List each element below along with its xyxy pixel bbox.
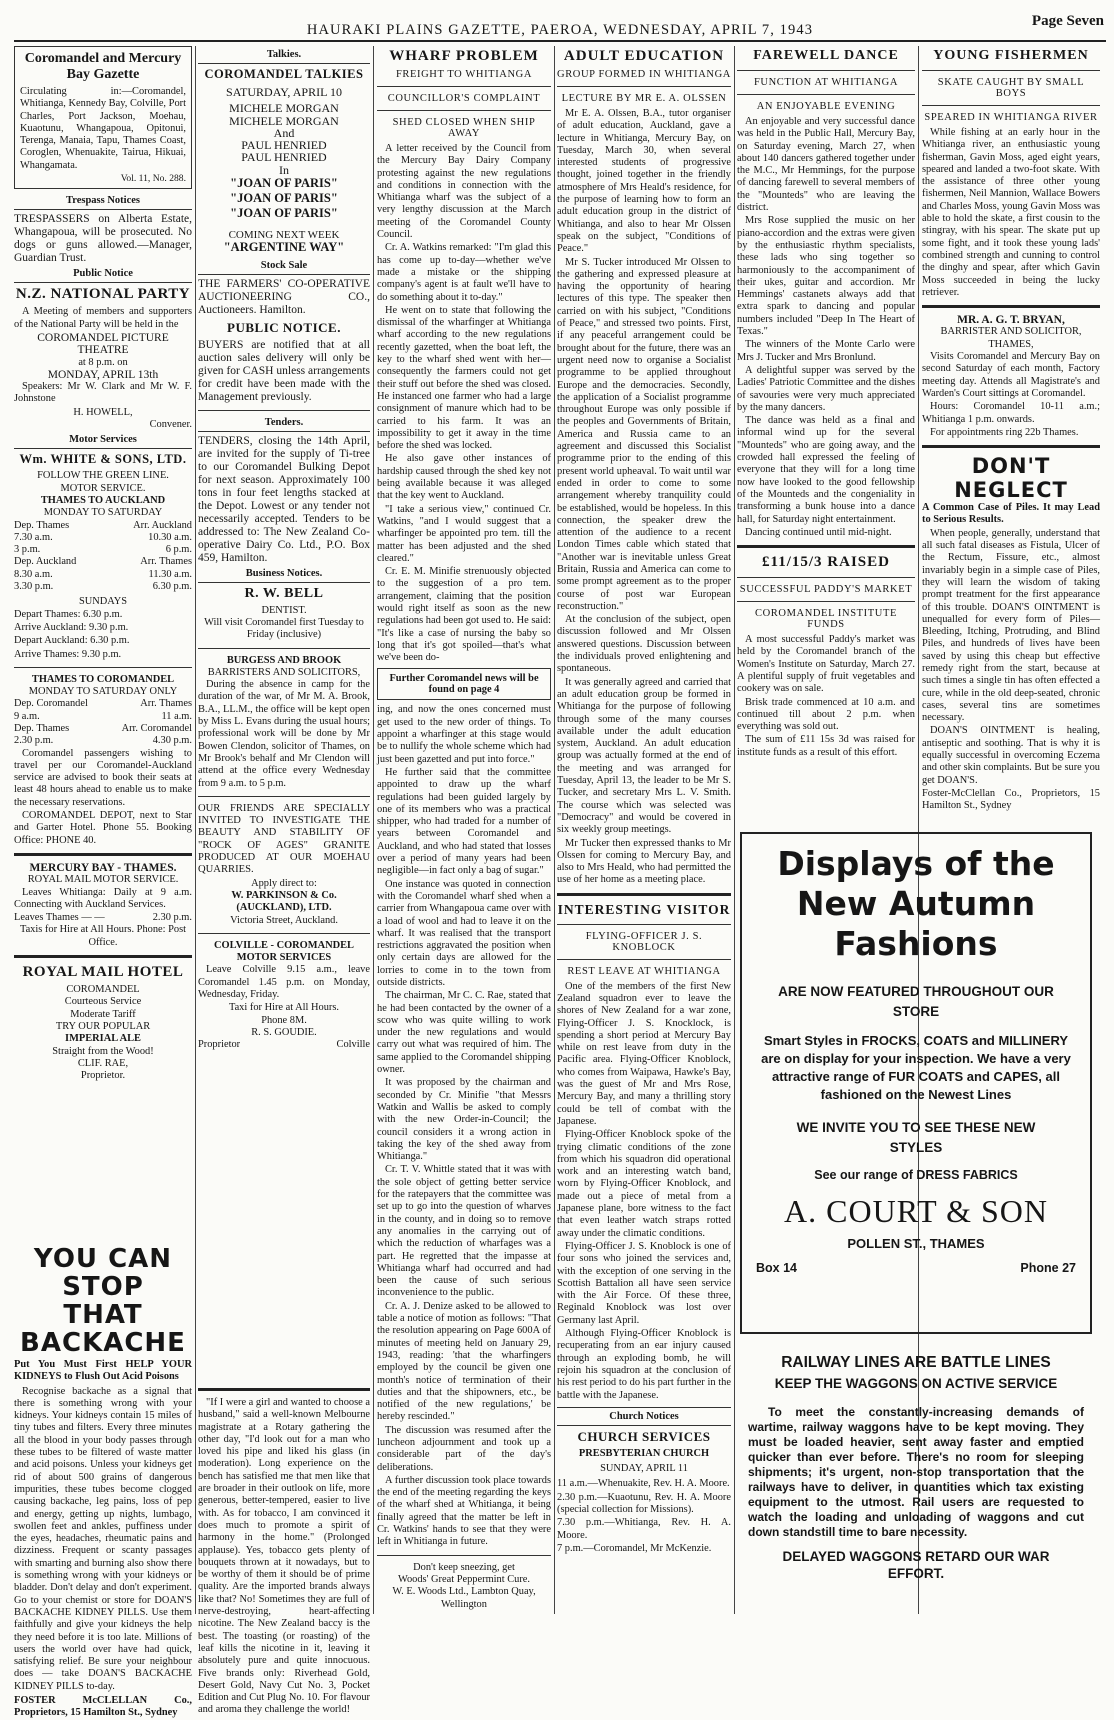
burgess-brook-text: During the absence in camp for the duration of the war, of Mr M. A. Brook, B.A., LL.M., the office will be kept open by Miss L. Evans during the usual hours; professional work will be done by Mr Bowen Clendon, solicitor of Thames, on Mr Brook's behalf and Mr Clendon will attend at the office every Wednesday from 9 a.m. to 5 p.m. (198, 679, 370, 789)
volume-number: Vol. 11, No. 288. (120, 173, 186, 185)
paragraph: Brisk trade commenced at 10 a.m. and continued till about 2 p.m. when everything was sold out. (737, 696, 915, 733)
parkinson-address: Victoria Street, Auckland. (230, 914, 338, 926)
talkies-line: PAUL HENRIED (241, 150, 327, 165)
national-party-heading: N.Z. NATIONAL PARTY (15, 286, 191, 303)
interesting-visitor-heading: INTERESTING VISITOR (557, 901, 731, 917)
paragraph: It was generally agreed and carried that an adult education group be formed in Whitianga for the purpose of following through some of the many courses available under the adult education system, Auckland. An adult education group was actually formed at the end of the meeting and was arranged for Tuesday, April 13, the leader to be Mr S. Tucker, and secretary Mrs L. V. Smith. The course which was selected was "Democracy" and would be covered in six weekly group meetings. (557, 676, 731, 836)
visitor-subheading: FLYING-OFFICER J. S. KNOBLOCK (585, 930, 703, 953)
royal-mail-motor-service: ROYAL MAIL MOTOR SERVICE. (27, 874, 179, 886)
paddys-subheading: SUCCESSFUL PADDY'S MARKET (739, 584, 913, 596)
paragraph: Foster-McClellan Co., Proprietors, 15 Hamilton St., Sydney (922, 787, 1100, 812)
woods-ad-line: Wellington (441, 1598, 487, 1610)
royal-mail-hotel-place: COROMANDEL (66, 984, 140, 996)
paragraph: An enjoyable and very successful dance was held in the Public Hall, Mercury Bay, on Saturday evening, March 27, when about 140 dancers gathered together under the M.C., Mr Hemmings, for the purpose of dancing farewell to several members of the "Mounteds" who are leaving the district. (737, 116, 915, 214)
talkies-label: Talkies. (198, 49, 370, 64)
national-speakers: Speakers: Mr W. Clark and Mr W. F. Johnstone (14, 381, 192, 405)
backache-ad (14, 1244, 192, 1719)
thames-coromandel-days: MONDAY TO SATURDAY ONLY (28, 686, 178, 698)
paragraph: Flying-Officer J. S. Knoblock is one of four sons who joined the services and, with the exception of one serving in the Scottish Battalion all have seen service with the Air Force. Of these three, Reginald Knoblock was lost over Germany last April. (557, 1240, 731, 1326)
paragraph: Although Flying-Officer Knoblock is recuperating from an ear injury caused through an exploding bomb, he will rejoin his squadron at the conclusion of his rest period to do his part further in the battle with the Japanese. (557, 1328, 731, 1401)
national-venue: COROMANDEL PICTURE THEATRE (37, 331, 169, 357)
sundays-heading: SUNDAYS (78, 596, 128, 608)
public-notice-label: Public Notice (14, 268, 192, 283)
timetable-row: 3.30 p.m. 6.30 p.m. (14, 581, 192, 593)
railway-ad (740, 1334, 1092, 1618)
farmers-cooperative: THE FARMERS' CO-OPERATIVE AUCTIONEERING CO., Auctioneers. Hamilton. (198, 277, 370, 316)
ad-dress-fabrics: See our range of DRESS FABRICS (814, 1168, 1018, 1182)
sunday-time: Depart Thames: 6.30 p.m. (14, 608, 123, 620)
talkies-line: "JOAN OF PARIS" (230, 191, 338, 206)
paddys-market-heading: £11/15/3 RAISED (762, 554, 890, 571)
dance-subheading: FUNCTION AT WHITIANGA (753, 77, 899, 88)
paragraph: DOAN'S OINTMENT is healing, antiseptic and soothing. That is why it is equally successful in overcoming Eczema and other skin complaints. But be sure you get DOAN'S. (922, 725, 1100, 786)
woods-ad-line: W. E. Woods Ltd., Lambton Quay, (392, 1586, 536, 1598)
follow-green-line: FOLLOW THE GREEN LINE. (37, 470, 169, 482)
trespass-label: Trespass Notices (14, 195, 192, 210)
apply-direct: Apply direct to: (251, 877, 317, 889)
paragraph: Mrs Rose supplied the music on her piano-accordion and the extras were given by the enthusiastic rhythm specialists, these lads who sing together so harmoniously to the accompaniment of their ukes, guitar and accordion. Mr Hemmings' castanets always add that extra spark to dancing and popular numbers included "Deep In The Heart of Texas." (737, 215, 915, 338)
talkies-line: COMING NEXT WEEK (228, 229, 340, 242)
paragraph: "I take a serious view," continued Cr. Watkins, "and I would suggest that a wharfinger be appointed pro tem. till the matter has been adjusted and the shed cleared." (377, 503, 551, 564)
timetable-row: Dep. Thames Arr. Coromandel (14, 722, 192, 734)
colville-taxi: Taxi for Hire at All Hours. (228, 1002, 340, 1014)
church-notices-label: Church Notices (557, 1407, 731, 1426)
tenders-label: Tenders. (198, 417, 370, 432)
paragraph: It was proposed by the chairman and seconded by Cr. Minifie "that Messrs Watkin and Wallis be asked to comply with the new Order-in-Council; the council considers it a wrong action in taking the key of the shed away from Whitianga." (377, 1077, 551, 1163)
paragraph: The discussion was resumed after the luncheon adjournment and took up a considerable part of the day's deliberations. (377, 1424, 551, 1473)
paragraph: Mr E. A. Olssen, B.A., tutor organiser of adult education, Auckland, gave a lecture in Whitianga, Mercury Bay, on Tuesday, March 30, when several interested students of progressive thought, joined together in the friendly atmosphere of Mrs Heald's residence, for the purpose of learning how to form an adult education group in the district of Whitianga, and also to hear Mr Olssen speak on the subject, "Conditions of Peace." (557, 108, 731, 255)
trespass-notice: TRESPASSERS on Alberta Estate, Whangapoua, will be prosecuted. No dogs or guns allowed.—Manager, Guardian Trust. (14, 213, 192, 265)
taxis-for-hire: Taxis for Hire at All Hours. Phone: Post Office. (19, 924, 187, 948)
paragraph: A further discussion took place towards the end of the meeting regarding the keys of the wharf shed at Whitianga, it being finally agreed that the matter be left in Cr. Watkins' hands to see that they were left in Whitianga in future. (377, 1474, 551, 1548)
motor-services-label: Motor Services (14, 434, 192, 449)
mercury-bay-leaves: Leaves Whitianga: Daily at 9 a.m. Connecting with Auckland Services. (14, 886, 192, 910)
hotel-line: TRY OUR POPULAR (55, 1020, 151, 1032)
paragraph: For appointments ring 22b Thames. (930, 426, 1079, 438)
gazette-header-box (14, 46, 192, 189)
paragraph: While fishing at an early hour in the Whitianga river, an enthusiastic young fisherman, Gavin Moss, aged eight years, speared and landed a two-foot skate. With the assistance of three other young fishermen, Neil Mannion, Wallace Bowers and Charles Moss, young Gavin Moss was able to hold the skate, a first cousin to the stingray, with his spear. The skate put up some fight, and it took these young lads' combined strength and cunning to control the dinghy and spear, after which Gavin Moss succeeded in being the lucky retriever. (922, 127, 1100, 298)
column-4 (557, 46, 731, 1614)
timetable-row: Dep. Auckland Arr. Thames (14, 556, 192, 568)
paragraph: Mr S. Tucker introduced Mr Olssen to the gathering and expressed pleasure at having the opportunity of hearing lectures of this type. The speaker then carried on with his subject, "Conditions of Peace," and stressed two points. First, if any peaceful arrangement could be brought about for the future, there was an urgent need now to organise a Socialist programme to be applied throughout Europe and the democracies. Secondly, the application of a Socialist programme throughout Europe was only possible if the peoples and Governments of Britain, America and Russia came to an agreement and discussed this Socialist programme prior to the ending of this present world upheaval. To wait until war ended in order to come to some arrangement whereby tranquility could be established, would be hopeless. In this connection, the speaker drew the attention of the audience to a recent London Times cable which stated that "Another war is inevitable unless Great Britain, Russia and America can come to some prompt agreement as to the proper course of post war European reconstruction." (557, 256, 731, 612)
colville-text: Leave Colville 9.15 a.m., leave Coromandel 1.45 p.m. on Monday, Wednesday, Friday. (198, 964, 370, 1000)
public-notice-text: BUYERS are notified that at all auction sales delivery will only be given for CASH unless arrangements for credit have been made with the Management previously. (198, 338, 370, 403)
masthead (14, 8, 1106, 42)
column-5 (737, 46, 915, 822)
bryan-heading: MR. A. G. T. BRYAN, (957, 314, 1065, 327)
paragraph: The dance was held as a final and informal wind up for the several "Mounteds" who are going away, and the crowded hall expressed the feeling of everyone that they will for a long time now have looked to the good fellowship of the Mounteds and the congeniality in transforming a bunk house into a dance hall, for Saturday night entertainment. (737, 415, 915, 525)
backache-heading-1: YOU CAN STOP (33, 1244, 173, 1302)
parkinson-heading: W. PARKINSON & Co. (AUCKLAND), LTD. (231, 889, 337, 914)
talkies-line: PAUL HENRIED (241, 138, 327, 153)
hotel-line: Moderate Tariff (70, 1008, 136, 1020)
bell-dentist: DENTIST. (261, 604, 307, 616)
backache-sub: Put You Must First HELP YOUR KIDNEYS to Flush Out Acid Poisons (14, 1359, 192, 1383)
coromandel-depot: COROMANDEL DEPOT, next to Star and Garter Hotel. Phone 55. Booking Office: PHONE 40. (14, 810, 192, 846)
wharf-subheading: FREIGHT TO WHITIANGA (395, 69, 533, 80)
farewell-dance-heading: FAREWELL DANCE (753, 48, 899, 63)
paragraph: Cr. T. V. Whittle stated that it was with the sole object of getting better service for the ratepayers that the committee was set up to go into the question of wharves in the county, and in doing so to remove any anomalies in the carrying out of which the reduction of wharfages was a part. He regretted that the impasse at Whitianga wharf had occurred and had been the cause of such serious inconvenience to the public. (377, 1164, 551, 1299)
public-notice-heading: PUBLIC NOTICE. (227, 319, 341, 335)
timetable-row: Dep. Thames Arr. Auckland (14, 519, 192, 531)
booking-note: Coromandel passengers wishing to travel per our Coromandel-Auckland service are advised to book their seats at least 48 hours ahead to enable us to make the necessary reservations. (14, 747, 192, 808)
paragraph: He also gave other instances of hardship caused through the shed key not being available because it was alleged that the key went to Auckland. (377, 453, 551, 502)
column-3 (377, 46, 551, 1614)
ad-fashions: Fashions (834, 924, 998, 963)
paragraph: When people, generally, understand that all such fatal diseases as Fistula, Ulcer of the Rectum, Fissure, etc., almost invariably begin in a simple case of Piles, they will learn the wisdom of taking prompt treatment for the first appearance of this trouble. DOAN'S OINTMENT is unequalled for every form of Piles—Bleeding, Itching, Protruding, and Blind Piles, and hundreds of lives have been saved by using this cheap but effective remedy right from the start, because at such times a single tin has often effected a cure, while in the old deep-seated, chronic cases, several tins are sometimes necessary. (922, 527, 1100, 724)
dance-subheading: AN ENJOYABLE EVENING (756, 101, 896, 112)
mercury-bay-heading: MERCURY BAY - THAMES. (29, 861, 177, 874)
colville-phone: Phone 8M. (261, 1014, 307, 1026)
bell-heading: R. W. BELL (244, 585, 324, 601)
national-convener: H. HOWELL, (73, 406, 133, 418)
bryan-sub: BARRISTER AND SOLICITOR, (940, 326, 1082, 338)
timetable-row: Leaves Thames — — 2.30 p.m. (14, 912, 192, 924)
railway-text: To meet the constantly-increasing demands of wartime, railway waggons have to be kept moving. They must be loaded heavier, sent away faster and emptied quicker than ever before. There's no room for sleeping shipments; it's urgent, non-stop transportation that the railways have to deliver, in quantities which tax existing equipment to the utmost. Rail users are requested to watch the loading and unloading of waggons and cut down standstill time to bare necessity. (748, 1405, 1084, 1539)
ad-box: Box 14 (756, 1261, 797, 1275)
paragraph: The sum of £11 15s 3d was raised for institute funds as a result of this effort. (737, 734, 915, 758)
paragraph: Visits Coromandel and Mercury Bay on second Saturday of each month, Factory meeting day. Attends all Magistrate's and Warden's Court sittings at Coromandel. (922, 351, 1100, 399)
talkies-line: "JOAN OF PARIS" (230, 206, 338, 221)
tenders-text: TENDERS, closing the 14th April, are invited for the supply of Ti-tree to our Coromandel Bulking Depot for next season. Approximately 100 tons in four feet lengths stacked at the Depot. Lowest or any tender not necessarily accepted. Tenders to be addressed to: The New Zealand Co-operative Dairy Co. Ltd., P.O. Box 459, Hamilton. (198, 434, 370, 564)
tobacco-story (198, 1388, 370, 1716)
tobacco-text: "If I were a girl and wanted to choose a husband," said a well-known Melbourne magistrate at a Rotary gathering the other day, "I'd look out for a man who loved his pipe and liked his glass (in moderation). Long experience on the bench has satisfied me that men like that are broader in their outlook on life, more generous, better-tempered, easier to live with. As for tobacco, I am convinced it does much to promote a spirit of harmony in the home." (Prolonged applause). Yes, tobacco gets plenty of bouquets thrown at it nowadays, but to be worthy of them it should be of prime quality. Are the imported brands always like that? No! Sometimes they are full of nerve-destroying, heart-affecting nicotine. The New Zealand baccy is the best. The toasting (or roasting) of the leaf kills the nicotine in it, leaving it absolutely pure and quite innocuous. Five brands only: Riverhead Gold, Desert Gold, Navy Cut No. 3, Pocket Edition and Cut Plug No. 10. For flavour and aroma they challenge the world! (198, 1397, 370, 1716)
ad-address: POLLEN ST., THAMES (847, 1236, 985, 1251)
burgess-brook-heading: BURGESS AND BROOK (226, 654, 342, 666)
column-2 (198, 46, 370, 1382)
young-fishermen-heading: YOUNG FISHERMEN (933, 48, 1089, 63)
business-notices-label: Business Notices. (198, 568, 370, 583)
ad-new-autumn: New Autumn (796, 884, 1036, 923)
monday-saturday: MONDAY TO SATURDAY (43, 507, 163, 519)
church-service: 7 p.m.—Coromandel, Mr McKenzie. (557, 1542, 712, 1554)
national-convener-title: Convener. (149, 419, 192, 431)
fishermen-subheading: SKATE CAUGHT BY SMALL BOYS (937, 77, 1085, 99)
ad-phone: Phone 27 (1020, 1261, 1076, 1275)
dont-neglect-sub: A Common Case of Piles. It may Lead to Serious Results. (922, 502, 1100, 526)
colville-name: R. S. GOUDIE. (251, 1026, 317, 1038)
thames-coromandel-heading: THAMES TO COROMANDEL (31, 673, 175, 685)
adult-education-heading: ADULT EDUCATION (563, 48, 725, 64)
woods-ad-line: Woods' Great Peppermint Cure. (397, 1573, 531, 1585)
royal-mail-hotel-heading: ROYAL MAIL HOTEL (22, 964, 184, 981)
woods-ad-line: Don't keep sneezing, get (413, 1561, 515, 1573)
bryan-town: THAMES, (988, 338, 1034, 350)
paragraph: The chairman, Mr C. C. Rae, stated that he had been contacted by the owner of a scow who was quite willing to work under the new regulations and would carry out what was required of him. The same applied to the Coromandel shipping owner. (377, 990, 551, 1076)
stock-sale-label: Stock Sale (198, 260, 370, 275)
paragraph: Cr. A. J. Denize asked to be allowed to table a notice of motion as follows: "That the resolution appearing on Page 600A of minutes of meeting held on January 29, 1943, reading: 'that the wharfingers employed by the council be given one month's notice of termination of their duties and that the shipowners, etc., be notified of the new regulations,' be hereby rescinded." (377, 1300, 551, 1423)
adult-ed-subheading: GROUP FORMED IN WHITIANGA (557, 69, 731, 80)
further-news-note: Further Coromandel news will be found on page 4 (377, 668, 551, 700)
church-service: 2.30 p.m.—Kuaotunu, Rev. H. A. Moore (special collection for Missions). (557, 1491, 731, 1515)
sunday-time: Arrive Thames: 9.30 p.m. (14, 648, 122, 660)
sunday-time: Depart Auckland: 6.30 p.m. (14, 635, 130, 647)
hotel-line: Straight from the Wood! (52, 1045, 154, 1057)
ad-featured: ARE NOW FEATURED THROUGHOUT OUR STORE (778, 984, 1054, 1019)
circulation-text: Circulating in:—Coromandel, Whitianga, Kennedy Bay, Colville, Port Charles, Port Jackson, Moehau, Kuaotunu, Whangapoua, Opitonui, Terenga, Manaia, Tapu, Thames Coast, Coroglen, Whenuakite, Tairua, Hikuai, Whangamata. (20, 86, 186, 171)
paragraph: Flying-Officer Knoblock spoke of the trying climatic conditions of the zone from which his squadron did operational work and an interesting watch band, worn by Flying-Officer Knoblock, and made out a piece of metal from a Japanese plane, bore witness to the fact that even leather watch straps rotted away under the climatic conditions. (557, 1129, 731, 1239)
paragraph: A letter received by the Council from the Mercury Bay Dairy Company protesting against the new regulations and conditions in connection with the Whitianga wharf was the subject of a very lengthy discussion at the March meeting of the Coromandel County Council. (377, 143, 551, 241)
colville-heading: COLVILLE - COROMANDEL MOTOR SERVICES (214, 939, 354, 964)
timetable-row: 2.30 p.m. 4.30 p.m. (14, 735, 192, 747)
paragraph: A delightful supper was served by the Ladies' Patriotic Committee and the dishes of savouries were very much appreciated by the many dancers. (737, 364, 915, 413)
white-sons-heading: Wm. WHITE & SONS, LTD. (19, 452, 187, 467)
presbyterian-church: PRESBYTERIAN CHURCH (578, 1447, 710, 1459)
paragraph: The winners of the Monte Carlo were Mrs J. Tucker and Mrs Bronlund. (737, 339, 915, 363)
friends-granite-text: OUR FRIENDS ARE SPECIALLY INVITED TO INVESTIGATE THE BEAUTY AND STABILITY OF "ROCK OF AGES" GRANITE PRODUCED AT OUR MOEHAU QUARRIES. (198, 802, 370, 876)
ad-displays: Displays of the (777, 844, 1055, 883)
railway-footer: DELAYED WAGGONS RETARD OUR WAR EFFORT. (782, 1549, 1050, 1581)
timetable-row: Dep. Coromandel Arr. Thames (14, 698, 192, 710)
paragraph: Cr. A. Watkins remarked: "I'm glad this has come up to-day—whether we've made a mistake or the shipping company's agent is at fault we'll have to do something about it to-day." (377, 242, 551, 303)
ad-smart-styles: Smart Styles in FROCKS, COATS and MILLINERY are on display for your inspection. We have a very attractive range of FUR COATS and CAPES, all fashioned on the Newest Lines (761, 1033, 1071, 1102)
railway-heading-1: RAILWAY LINES ARE BATTLE LINES (781, 1354, 1051, 1371)
masthead-title: HAURAKI PLAINS GAZETTE, PAEROA, WEDNESDAY, APRIL 7, 1943 (306, 22, 814, 38)
wharf-subheading: COUNCILLOR'S COMPLAINT (387, 93, 541, 104)
gazette-title: Coromandel and Mercury Bay Gazette (24, 51, 182, 82)
church-service: 11 a.m.—Whenuakite, Rev. H. A. Moore. (557, 1478, 730, 1490)
fishermen-subheading: SPEARED IN WHITIANGA RIVER (924, 112, 1098, 123)
paragraph: One instance was quoted in connection with the Coromandel wharf shed when a carrier from Whangapoua came over with a load of wool and had to leave it on the wharf. It was realised that the transport restrictions aggravated the position when only certain days are allowed for the lorries to come in to the town from outside districts. (377, 878, 551, 988)
paragraph: He went on to state that following the dismissal of the wharfinger at Whitianga wharf according to the new regulations recently gazetted, when the boat left, the key to the wharf shed went with her—consequently the farmers could not get their stuff out before the shed was closed. He instanced one farmer who had a large consignment of manure which had to be carried to his farm. It was an impossibility to get it away in the time before the shed was locked. (377, 304, 551, 452)
adult-ed-subheading: LECTURE BY MR E. A. OLSSEN (561, 93, 727, 104)
talkies-line: "JOAN OF PARIS" (230, 176, 338, 191)
backache-heading-2: THAT BACKACHE (20, 1300, 186, 1358)
colville-proprietor: Proprietor Colville (198, 1039, 370, 1051)
timetable-row: 3 p.m. 6 p.m. (14, 544, 192, 556)
paragraph: Dancing continued until mid-night. (745, 526, 892, 538)
church-service: 7.30 p.m.—Whitianga, Rev. H. A. Moore. (557, 1517, 731, 1541)
paragraph: A most successful Paddy's market was held by the Coromandel branch of the Women's Institute on Saturday, March 27. A plentiful supply of fruit vegetables and cookery was on sale. (737, 634, 915, 695)
paragraph: Hours: Coromandel 10-11 a.m.; Whitianga 1 p.m. onwards. (922, 401, 1100, 425)
dont-neglect-heading: DON'T NEGLECT (954, 454, 1068, 503)
talkies-line: MICHELE MORGAN (229, 113, 339, 128)
page-number: Page Seven (1031, 13, 1104, 29)
national-date: MONDAY, APRIL 13th (47, 368, 159, 381)
church-services-heading: CHURCH SERVICES (577, 1428, 711, 1444)
visitor-subheading: REST LEAVE AT WHITIANGA (567, 965, 721, 977)
paddys-subheading: COROMANDEL INSTITUTE FUNDS (755, 608, 897, 631)
national-party-text: A Meeting of members and supporters of the National Party will be held in the (14, 306, 192, 330)
backache-footer: FOSTER McCLELLAN Co., Proprietors, 15 Hamilton St., Sydney (14, 1695, 192, 1719)
church-date: SUNDAY, APRIL 11 (600, 1463, 688, 1475)
hotel-line: CLIF. RAE, (77, 1057, 129, 1069)
talkies-line: "ARGENTINE WAY" (223, 240, 345, 255)
hotel-line: Courteous Service (64, 996, 142, 1008)
talkies-line: And (273, 125, 295, 140)
timetable-row: 8.30 a.m. 11.30 a.m. (14, 568, 192, 580)
talkies-line: In (279, 162, 289, 177)
bell-visit: Will visit Coromandel first Tuesday to Friday (inclusive) (204, 616, 364, 641)
railway-heading-2: KEEP THE WAGGONS ON ACTIVE SERVICE (774, 1376, 1058, 1391)
sunday-time: Arrive Auckland: 9.30 p.m. (14, 621, 129, 633)
paragraph: One of the members of the first New Zealand squadron ever to leave the shores of New Zealand for a war zone, Flying-Officer J. S. Knocklock, is spending a short period at Mercury Bay while on rest leave from duty in the Pacific area. Flying-Officer Knoblock, who comes from Waipawa, Hawke's Bay, was the guest of Mr and Mrs Rose, Mercury Bay, and many a thrilling story could be tell of combat with the Japanese. (557, 980, 731, 1127)
talkies-date: SATURDAY, APRIL 10 (226, 85, 342, 99)
backache-text: Recognise backache as a signal that there is something wrong with your kidneys. Your kidneys contain 15 miles of tiny tubes and filters. Every three minutes all the blood in your body passes through these tubes to be filtered of waste matter and acid poisons. Unless your kidneys get rid of about 500 grains of dangerous impurities, these tubes become clogged causing backache, leg pains, loss of pep and energy, getting up nights, lumbago, swollen feet and ankles, puffiness under the eyes, headaches, rheumatic pains and dizziness. Frequent or scanty passages with smarting and burning also show there is something wrong with your kidneys or bladder. Don't delay and don't experiment. Go to your chemist or store for DOAN'S BACKACHE KIDNEY PILLS. Use them faithfully and give your kidneys the help they need before it is too late. Millions of users the world over have had quick, satisfying relief. Be sure your neighbour does — take DOAN'S BACKACHE KIDNEY PILLS to-day. (14, 1385, 192, 1692)
paragraph: Cr. E. M. Minifie strenuously objected to the suggestion of a pro tem. arrangement, claiming that the position would right itself as soon as the new regulations had been got used to. He said: "It's like a case of nursing the baby so long that it's got spoiled—that's what we've been do- (377, 566, 551, 664)
timetable-row: 9 a.m. 11 a.m. (14, 710, 192, 722)
paragraph: Mr Tucker then expressed thanks to Mr Olssen for coming to Mercury Bay, and also to Mrs Heald, who had permitted the use of her home as a meeting place. (557, 837, 731, 886)
wharf-subheading: SHED CLOSED WHEN SHIP AWAY (392, 117, 536, 139)
fashions-ad (740, 832, 1092, 1334)
timetable-row: 7.30 a.m. 10.30 a.m. (14, 531, 192, 543)
wharf-problem-heading: WHARF PROBLEM (389, 48, 539, 64)
talkies-line: MICHELE MORGAN (229, 101, 339, 116)
ad-contact-row (756, 1261, 1076, 1275)
burgess-brook-sub: BARRISTERS AND SOLICITORS, (207, 666, 361, 678)
hotel-line: IMPERIAL ALE (65, 1033, 141, 1045)
paragraph: ing, and now the ones concerned must get used to the new order of things. To appoint a wharfinger at this stage would be to nullify the whole scheme which had just been gazetted and put into force." (377, 704, 551, 765)
talkies-heading: COROMANDEL TALKIES (204, 67, 364, 81)
paragraph: He further said that the committee appointed to draw up the wharf regulations had been guided largely by one of its members who was a practical shipper, who had traded for a number of years between Coromandel and Auckland, and who had stated that losses over a period of many years had been negligible—in fact only a bag of sugar." (377, 766, 551, 877)
motor-service: MOTOR SERVICE. (60, 482, 146, 494)
ad-invite: WE INVITE YOU TO SEE THESE NEW STYLES (796, 1120, 1036, 1155)
national-time: at 8 p.m. on (78, 356, 128, 368)
hotel-line: Proprietor. (80, 1070, 126, 1082)
paragraph: At the conclusion of the subject, open discussion followed and Mr Olssen answered questions. Discussion between the individuals proved enlightening and spontaneous. (557, 614, 731, 675)
thames-auckland-route: THAMES TO AUCKLAND (40, 494, 166, 506)
column-6 (922, 46, 1100, 822)
ad-court-son: A. COURT & SON (784, 1193, 1048, 1229)
